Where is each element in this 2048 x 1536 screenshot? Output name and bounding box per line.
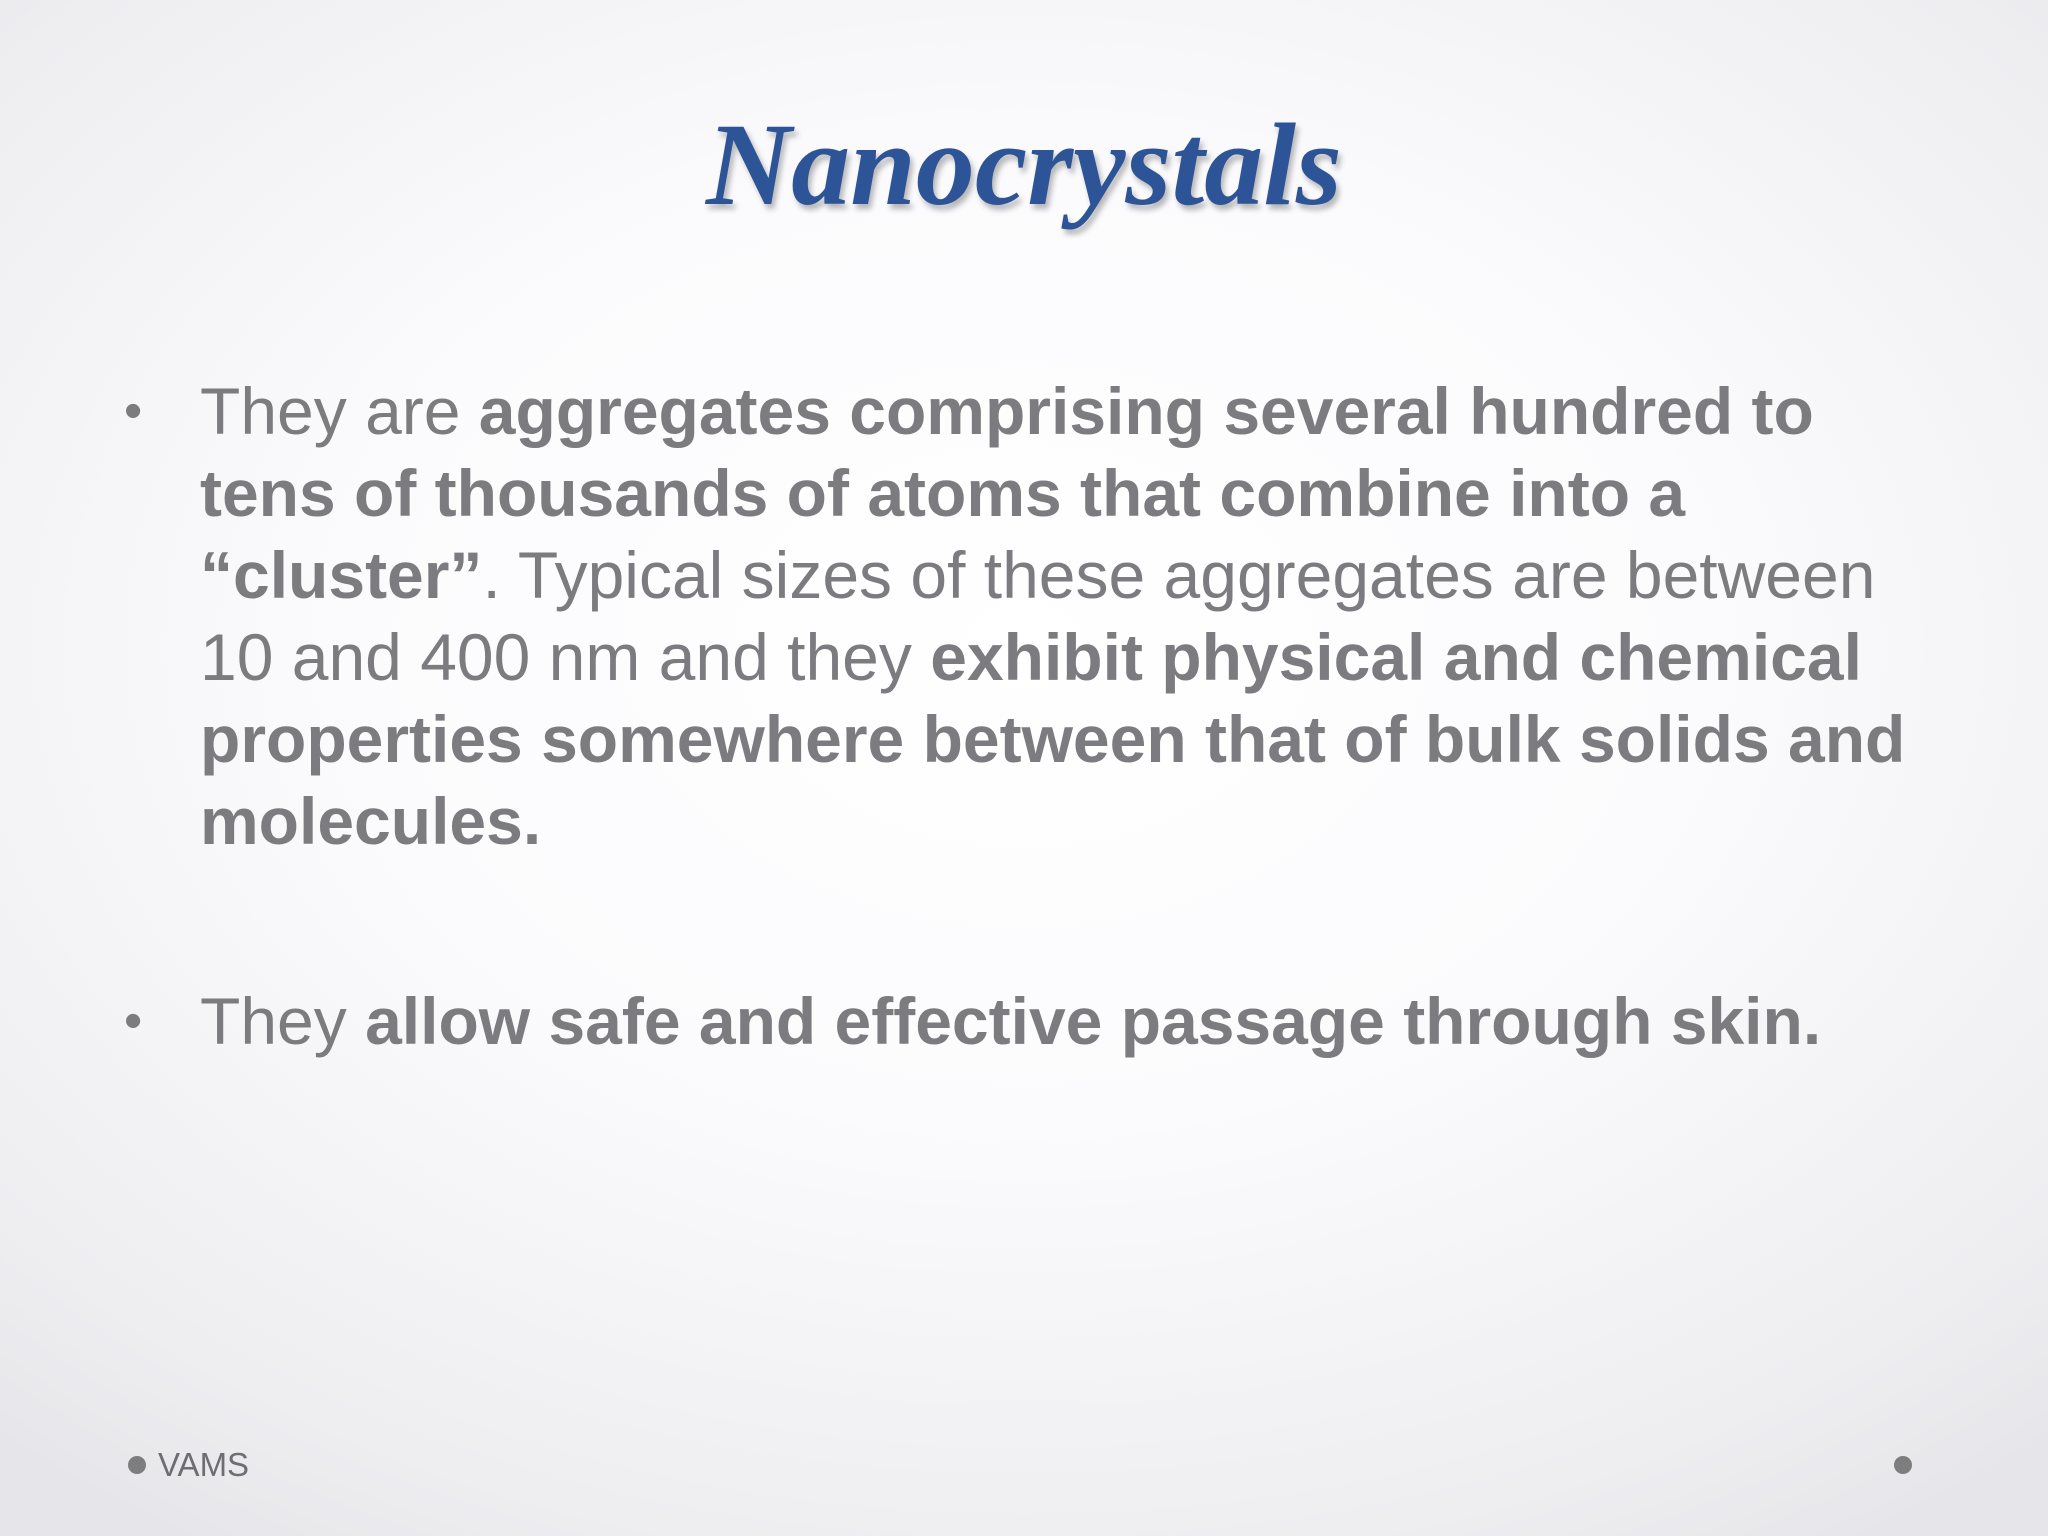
bullet-text-1	[200, 374, 1905, 858]
bullet-1-segment-1: They are	[200, 374, 479, 448]
bullet-icon: •	[124, 382, 143, 440]
bullet-2-segment-2: allow safe and effective passage through skin.	[365, 984, 1822, 1058]
slide-title: Nanocrystals	[706, 99, 1342, 230]
bullet-text-2	[200, 984, 1821, 1058]
bullet-icon: •	[124, 992, 143, 1050]
bullet-2-segment-1: They	[200, 984, 366, 1058]
footer-right-dot-icon	[1894, 1456, 1912, 1474]
bullet-1-segment-2: aggregates comprising several hundred to tens of thousands of atoms that combine into a “cluster”	[200, 374, 1814, 612]
footer-left-dot-icon	[128, 1456, 146, 1474]
bullet-1-segment-3: . Typical sizes of these aggregates are between 10 and 400 nm and they	[200, 538, 1876, 694]
bullet-1-segment-4: exhibit physical and chemical properties somewhere between that of bulk solids and molecules.	[200, 620, 1906, 858]
bullet-item-2	[118, 980, 1938, 1062]
bullet-item-1	[118, 370, 1938, 862]
bullet-list	[118, 370, 1938, 1062]
footer-label: VAMS	[158, 1446, 250, 1483]
